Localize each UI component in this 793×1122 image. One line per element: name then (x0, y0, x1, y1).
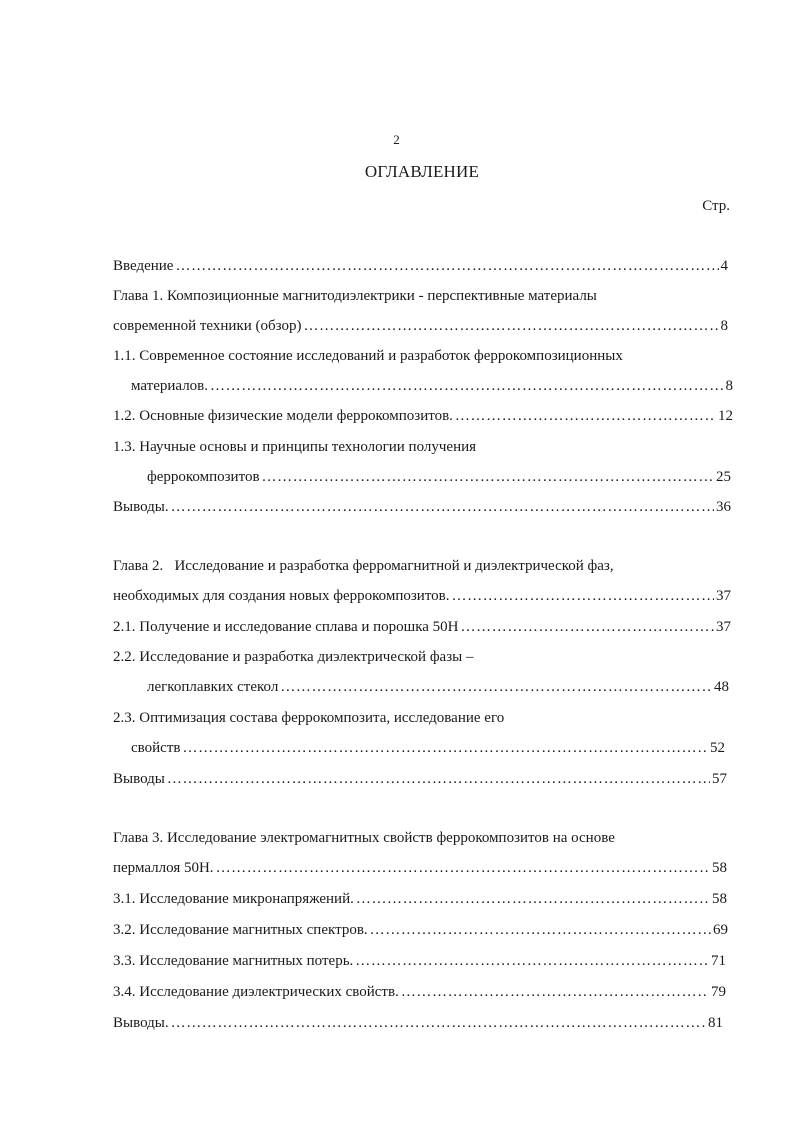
toc-entry (147, 467, 731, 487)
toc-leader-dots (303, 316, 718, 336)
toc-entry-text: легкоплавких стекол (147, 679, 279, 695)
toc-entry-text: Выводы. (113, 1015, 169, 1031)
toc-entry-text: Глава 1. Композиционные магнитодиэлектрики - перспективные материалы (113, 288, 597, 304)
toc-entry-page: 52 (710, 740, 725, 756)
toc-entry (113, 346, 623, 366)
toc-entry (113, 951, 726, 971)
toc-entry-text: 3.3. Исследование магнитных потерь. (113, 953, 354, 969)
toc-entry-page: 12 (718, 408, 733, 424)
toc-entry (113, 437, 476, 457)
toc-entry-text: 1.1. Современное состояние исследований и разработок феррокомпозиционных (113, 348, 623, 364)
toc-entry-text: необходимых для создания новых феррокомпозитов. (113, 588, 450, 604)
toc-entry-page: 48 (714, 679, 729, 695)
toc-entry-page: 37 (716, 588, 731, 604)
toc-entry-text: Глава 2. Исследование и разработка ферромагнитной и диэлектрической фаз, (113, 558, 614, 574)
toc-entry-text: Введение (113, 258, 174, 274)
page-number: 2 (393, 132, 400, 147)
toc-entry-text: Глава 3. Исследование электромагнитных свойств феррокомпозитов на основе (113, 830, 615, 846)
toc-leader-dots (216, 858, 710, 878)
toc-entry-text: 3.2. Исследование магнитных спектров. (113, 922, 368, 938)
toc-leader-dots (370, 920, 711, 940)
toc-entry-page: 25 (716, 469, 731, 485)
toc-entry-text: феррокомпозитов (147, 469, 260, 485)
toc-entry (113, 556, 614, 576)
toc-entry (113, 256, 728, 276)
toc-entry-page: 37 (716, 619, 731, 635)
toc-leader-dots (182, 738, 708, 758)
toc-entry (113, 316, 728, 336)
toc-leader-dots (455, 406, 716, 426)
toc-entry-text: 3.4. Исследование диэлектрических свойств. (113, 984, 399, 1000)
toc-leader-dots (356, 889, 710, 909)
toc-entry (113, 982, 726, 1002)
toc-leader-dots (262, 467, 714, 487)
toc-entry-text: 2.1. Получение и исследование сплава и порошка 50Н (113, 619, 459, 635)
toc-entry-text: пермаллоя 50Н. (113, 860, 214, 876)
toc-leader-dots (280, 677, 712, 697)
toc-entry (113, 286, 597, 306)
toc-entry-page: 8 (725, 378, 733, 394)
toc-entry-text: 2.2. Исследование и разработка диэлектрической фазы – (113, 649, 474, 665)
toc-entry (113, 708, 504, 728)
toc-entry-page: 71 (711, 953, 726, 969)
toc-entry-page: 81 (708, 1015, 723, 1031)
toc-entry-text: материалов. (131, 378, 209, 394)
toc-entry (113, 858, 727, 878)
toc-leader-dots (210, 376, 723, 396)
toc-entry (113, 920, 728, 940)
toc-leader-dots (355, 951, 709, 971)
toc-entry-page: 58 (712, 860, 727, 876)
toc-entry-text: Выводы. (113, 499, 169, 515)
page-title: ОГЛАВЛЕНИЕ (364, 162, 480, 181)
toc-entry-text: 1.3. Научные основы и принципы технологии получения (113, 439, 477, 455)
toc-leader-dots (452, 586, 714, 606)
toc-entry-page: 69 (713, 922, 728, 938)
toc-entry-text: свойств (131, 740, 181, 756)
toc-entry-text: современной техники (обзор) (113, 318, 302, 334)
toc-entry-page: 79 (711, 984, 726, 1000)
toc-entry (113, 889, 727, 909)
toc-entry (113, 586, 731, 606)
toc-entry-page: 57 (712, 771, 727, 787)
toc-entry (113, 769, 727, 789)
toc-entry-text: 3.1. Исследование микронапряжений. (113, 891, 354, 907)
toc-entry-page: 4 (720, 258, 728, 274)
toc-entry (113, 406, 733, 426)
toc-entry-text: 2.3. Оптимизация состава феррокомпозита, исследование его (113, 710, 505, 726)
toc-entry (113, 647, 473, 667)
toc-entry-text: 1.2. Основные физические модели феррокомпозитов. (113, 408, 453, 424)
toc-entry-text: Выводы (113, 771, 165, 787)
toc-entry-page: 8 (720, 318, 728, 334)
toc-entry (131, 376, 733, 396)
toc-entry (113, 617, 731, 637)
toc-entry-page: 36 (716, 499, 731, 515)
toc-entry-page: 58 (712, 891, 727, 907)
toc-entry (113, 497, 731, 517)
toc-entry (113, 1013, 723, 1033)
toc-leader-dots (171, 1013, 706, 1033)
toc-entry (147, 677, 729, 697)
toc-entry (113, 828, 615, 848)
page-column-label: Стр. (702, 198, 730, 214)
toc-leader-dots (401, 982, 709, 1002)
toc-leader-dots (167, 769, 710, 789)
toc-leader-dots (461, 617, 714, 637)
toc-leader-dots (171, 497, 714, 517)
toc-leader-dots (175, 256, 718, 276)
toc-entry (131, 738, 725, 758)
